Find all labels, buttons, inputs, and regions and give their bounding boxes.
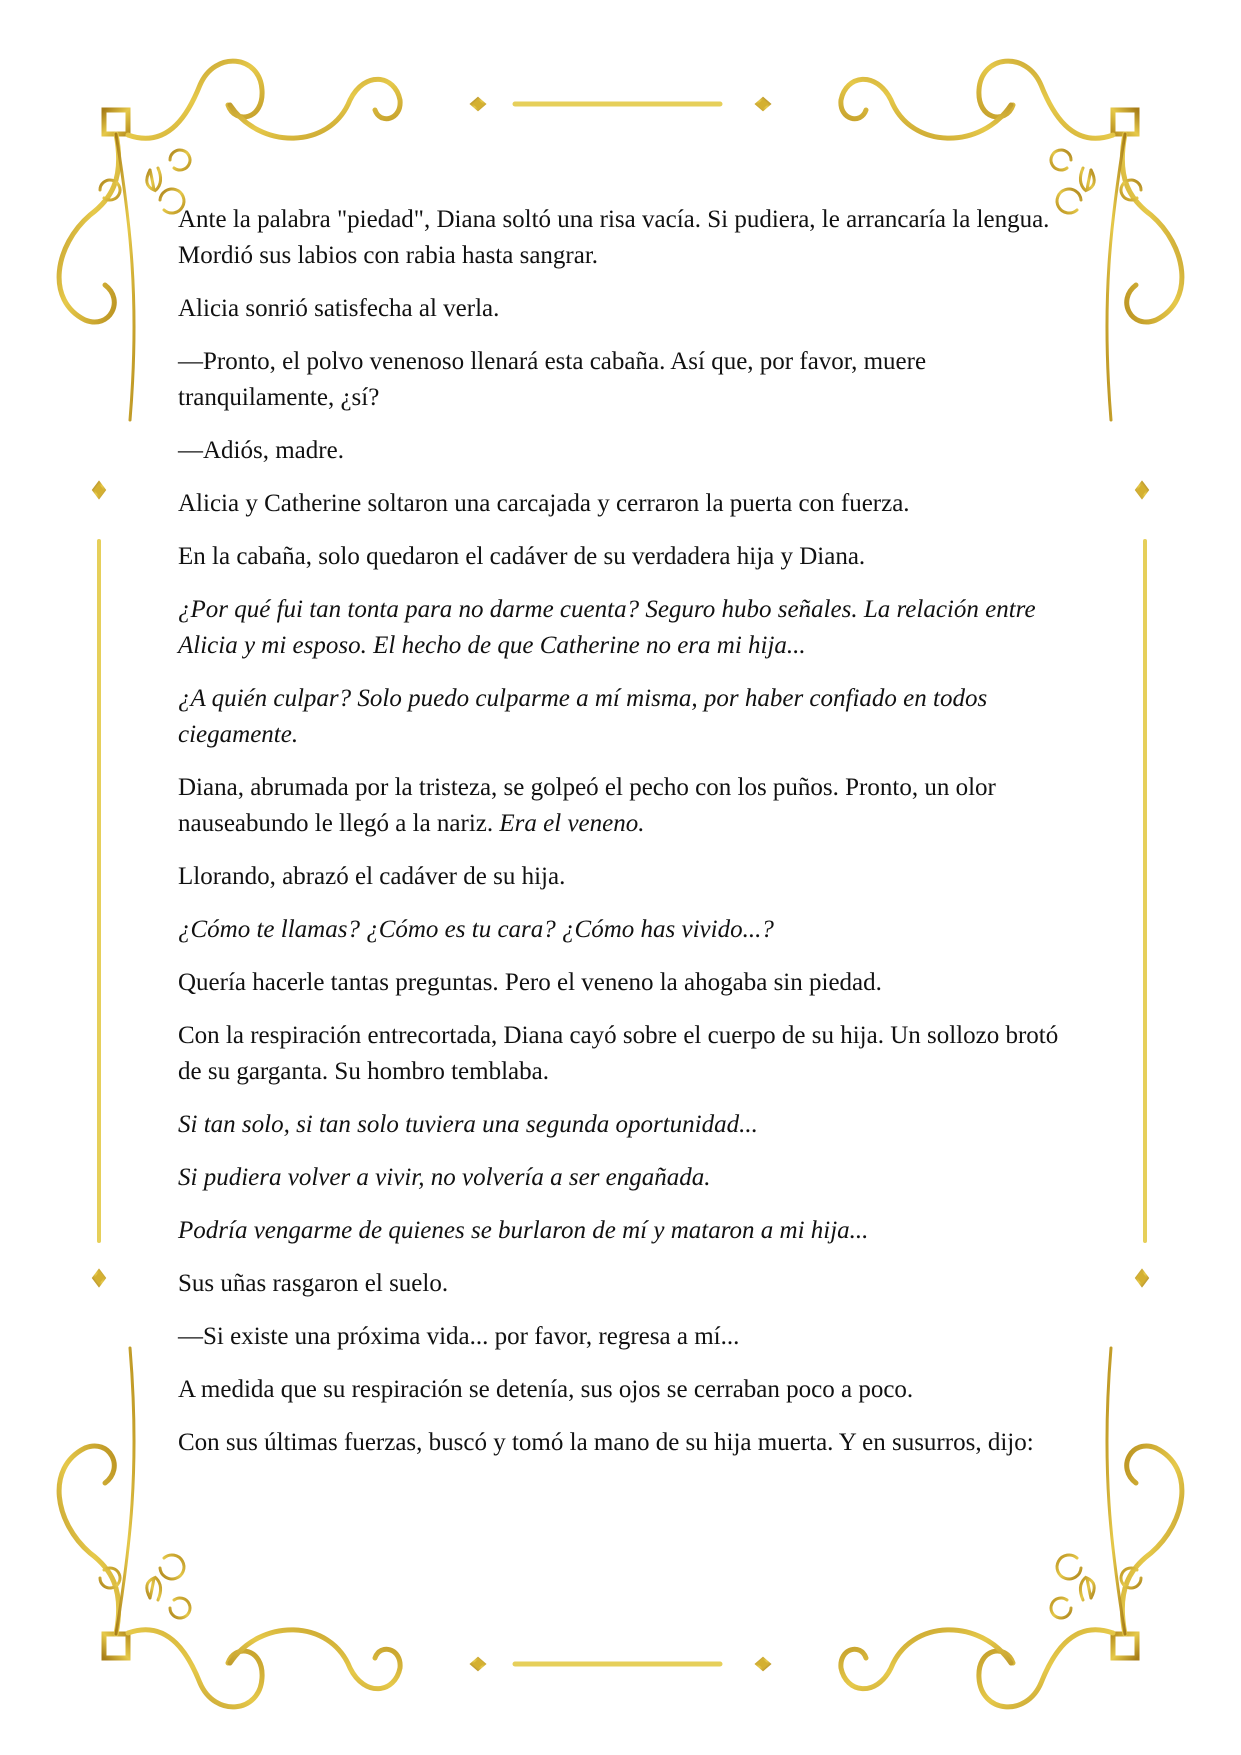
paragraph: [178, 539, 1073, 575]
paragraph: [178, 1018, 1073, 1090]
paragraph-text: Llorando, abrazó el cadáver de su hija.: [178, 863, 566, 890]
paragraph-text: Podría vengarme de quienes se burlaron de mí y mataron a mi hija...: [178, 1217, 869, 1244]
paragraph-text: A medida que su respiración se detenía, sus ojos se cerraban poco a poco.: [178, 1376, 914, 1403]
paragraph-text: Sus uñas rasgaron el suelo.: [178, 1270, 449, 1297]
paragraph-text: Con sus últimas fuerzas, buscó y tomó la mano de su hija muerta. Y en susurros, dijo:: [178, 1429, 1034, 1456]
paragraph: [178, 1107, 1073, 1143]
paragraph-italic-text: Era el veneno.: [499, 810, 645, 837]
paragraph-text: Alicia y Catherine soltaron una carcajada y cerraron la puerta con fuerza.: [178, 490, 910, 517]
paragraph-text: —Pronto, el polvo venenoso llenará esta cabaña. Así que, por favor, muere tranquilamente, ¿sí?: [178, 348, 927, 411]
paragraph: [178, 1160, 1073, 1196]
paragraph-text: Quería hacerle tantas preguntas. Pero el veneno la ahogaba sin piedad.: [178, 969, 882, 996]
paragraph: [178, 1319, 1073, 1355]
paragraph-text: Con la respiración entrecortada, Diana cayó sobre el cuerpo de su hija. Un sollozo brotó de su garganta. Su hombro temblaba.: [178, 1022, 1059, 1085]
paragraph: [178, 202, 1073, 274]
paragraph-text: ¿A quién culpar? Solo puedo culparme a mí misma, por haber confiado en todos ciegamente.: [178, 685, 988, 748]
document-body: [178, 202, 1073, 1478]
paragraph-text: Ante la palabra "piedad", Diana soltó una risa vacía. Si pudiera, le arrancaría la lengua. Mordió sus labios con rabia hasta sangrar.: [178, 206, 1050, 269]
paragraph: [178, 681, 1073, 753]
paragraph-text: ¿Por qué fui tan tonta para no darme cuenta? Seguro hubo señales. La relación entre Alicia y mi esposo. El hecho de que Catherine no era mi hija...: [178, 596, 1036, 659]
paragraph-text: Si pudiera volver a vivir, no volvería a ser engañada.: [178, 1164, 711, 1191]
paragraph: [178, 770, 1073, 842]
paragraph-text: —Adiós, madre.: [178, 437, 344, 464]
paragraph: [178, 1372, 1073, 1408]
paragraph-text: En la cabaña, solo quedaron el cadáver de su verdadera hija y Diana.: [178, 543, 866, 570]
paragraph: [178, 433, 1073, 469]
paragraph: [178, 486, 1073, 522]
paragraph: [178, 1213, 1073, 1249]
paragraph: [178, 592, 1073, 664]
paragraph-text: —Si existe una próxima vida... por favor, regresa a mí...: [178, 1323, 740, 1350]
paragraph-text: Alicia sonrió satisfecha al verla.: [178, 295, 500, 322]
paragraph: [178, 291, 1073, 327]
paragraph-text: ¿Cómo te llamas? ¿Cómo es tu cara? ¿Cómo has vivido...?: [178, 916, 774, 943]
paragraph: [178, 912, 1073, 948]
paragraph: [178, 965, 1073, 1001]
paragraph: [178, 1266, 1073, 1302]
paragraph: [178, 344, 1073, 416]
paragraph-text: Diana, abrumada por la tristeza, se golpeó el pecho con los puños. Pronto, un olor nauseabundo le llegó a la nariz.: [178, 774, 996, 837]
paragraph: [178, 859, 1073, 895]
paragraph: [178, 1425, 1073, 1461]
paragraph-text: Si tan solo, si tan solo tuviera una segunda oportunidad...: [178, 1111, 758, 1138]
